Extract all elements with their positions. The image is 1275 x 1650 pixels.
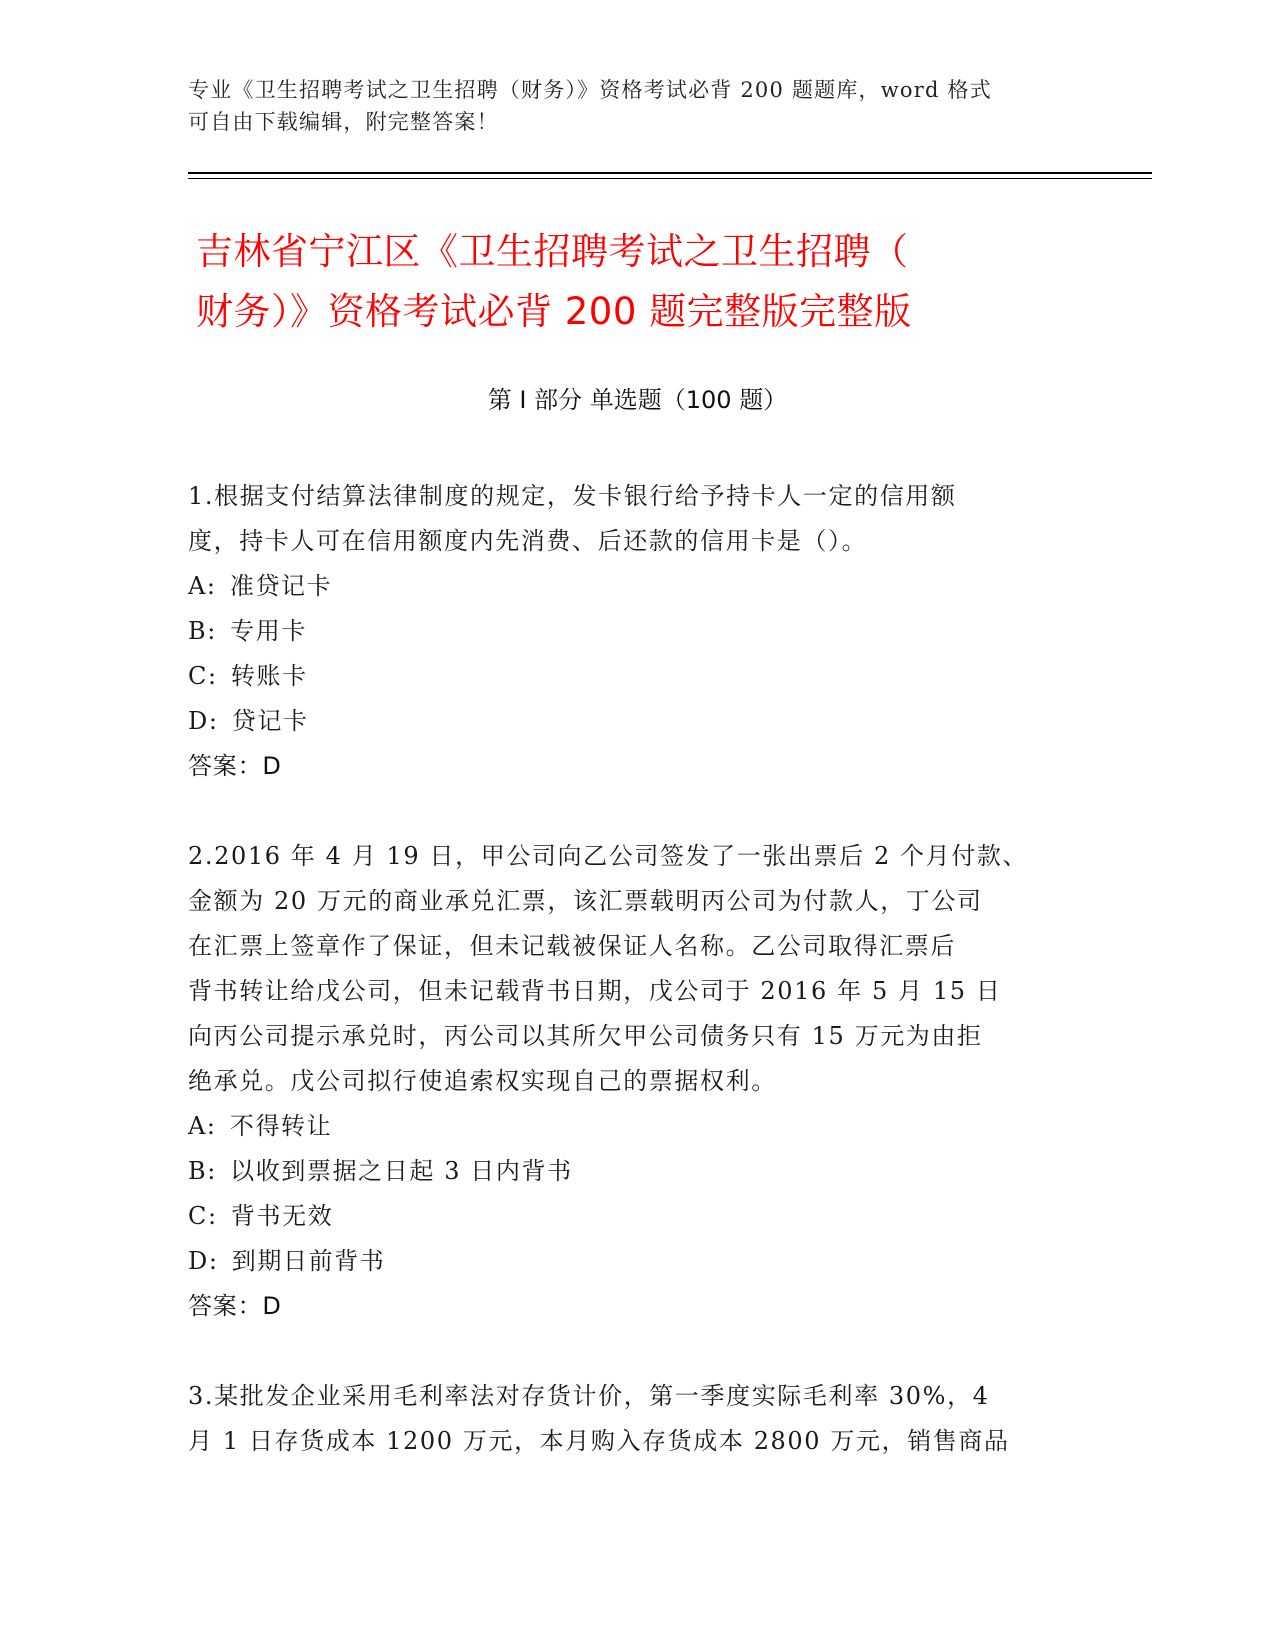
option-c	[188, 1194, 1068, 1239]
option-text: 贷记卡	[231, 707, 309, 735]
question-list	[188, 474, 1068, 1509]
document-title	[196, 222, 1076, 342]
stem-line: 1.根据支付结算法律制度的规定，发卡银行给予持卡人一定的信用额	[188, 482, 957, 510]
option-text: 专用卡	[230, 617, 307, 645]
question-stem	[188, 1374, 1068, 1464]
answer: 答案：D	[188, 752, 282, 780]
stem-line: 度，持卡人可在信用额度内先消费、后还款的信用卡是（）。	[188, 527, 868, 555]
option-text: 以收到票据之日起 3 日内背书	[230, 1157, 573, 1185]
title-line-1: 吉林省宁江区《卫生招聘考试之卫生招聘（	[196, 230, 909, 273]
option-letter: B:	[188, 1157, 217, 1185]
option-letter: C:	[188, 1202, 218, 1230]
option-a	[188, 564, 1068, 609]
answer: 答案：D	[188, 1292, 282, 1320]
option-b	[188, 1149, 1068, 1194]
header-rule-lower	[188, 178, 1152, 179]
header-note	[188, 74, 1068, 138]
question-3	[188, 1374, 1068, 1464]
header-line-1: 专业《卫生招聘考试之卫生招聘（财务）》资格考试必背 200 题题库，word 格式	[188, 78, 992, 102]
question-1	[188, 474, 1068, 789]
option-text: 准贷记卡	[229, 572, 333, 600]
option-letter: B:	[188, 617, 217, 645]
question-stem	[188, 834, 1068, 1104]
option-letter: A:	[188, 1112, 217, 1140]
header-line-2: 可自由下载编辑，附完整答案！	[188, 110, 499, 134]
option-letter: D:	[188, 1247, 219, 1275]
stem-line: 3.某批发企业采用毛利率法对存货计价，第一季度实际毛利率 30%，4	[188, 1382, 990, 1410]
question-stem	[188, 474, 1068, 564]
option-d	[188, 1239, 1068, 1284]
option-a	[188, 1104, 1068, 1149]
stem-line: 金额为 20 万元的商业承兑汇票，该汇票载明丙公司为付款人，丁公司	[188, 887, 983, 915]
option-text: 不得转让	[229, 1112, 333, 1140]
option-text: 到期日前背书	[231, 1247, 386, 1275]
option-b	[188, 609, 1068, 654]
option-letter: D:	[188, 707, 219, 735]
option-text: 背书无效	[230, 1202, 334, 1230]
question-2	[188, 834, 1068, 1329]
stem-line: 向丙公司提示承兑时，丙公司以其所欠甲公司债务只有 15 万元为由拒	[188, 1022, 983, 1050]
option-c	[188, 654, 1068, 699]
stem-line: 月 1 日存货成本 1200 万元，本月购入存货成本 2800 万元，销售商品	[188, 1427, 1010, 1455]
stem-line: 背书转让给戊公司，但未记载背书日期，戊公司于 2016 年 5 月 15 日	[188, 977, 1002, 1005]
title-line-2: 财务）》资格考试必背 200 题完整版完整版	[196, 290, 912, 333]
option-d	[188, 699, 1068, 744]
option-text: 转账卡	[230, 662, 308, 690]
option-letter: C:	[188, 662, 218, 690]
header-rule-upper	[188, 172, 1152, 174]
stem-line: 2.2016 年 4 月 19 日，甲公司向乙公司签发了一张出票后 2 个月付款、	[188, 842, 1029, 870]
option-letter: A:	[188, 572, 217, 600]
section-heading: 第 I 部分 单选题（100 题）	[487, 386, 788, 414]
stem-line: 绝承兑。戊公司拟行使追索权实现自己的票据权利。	[188, 1067, 777, 1095]
stem-line: 在汇票上签章作了保证，但未记载被保证人名称。乙公司取得汇票后	[188, 932, 956, 960]
